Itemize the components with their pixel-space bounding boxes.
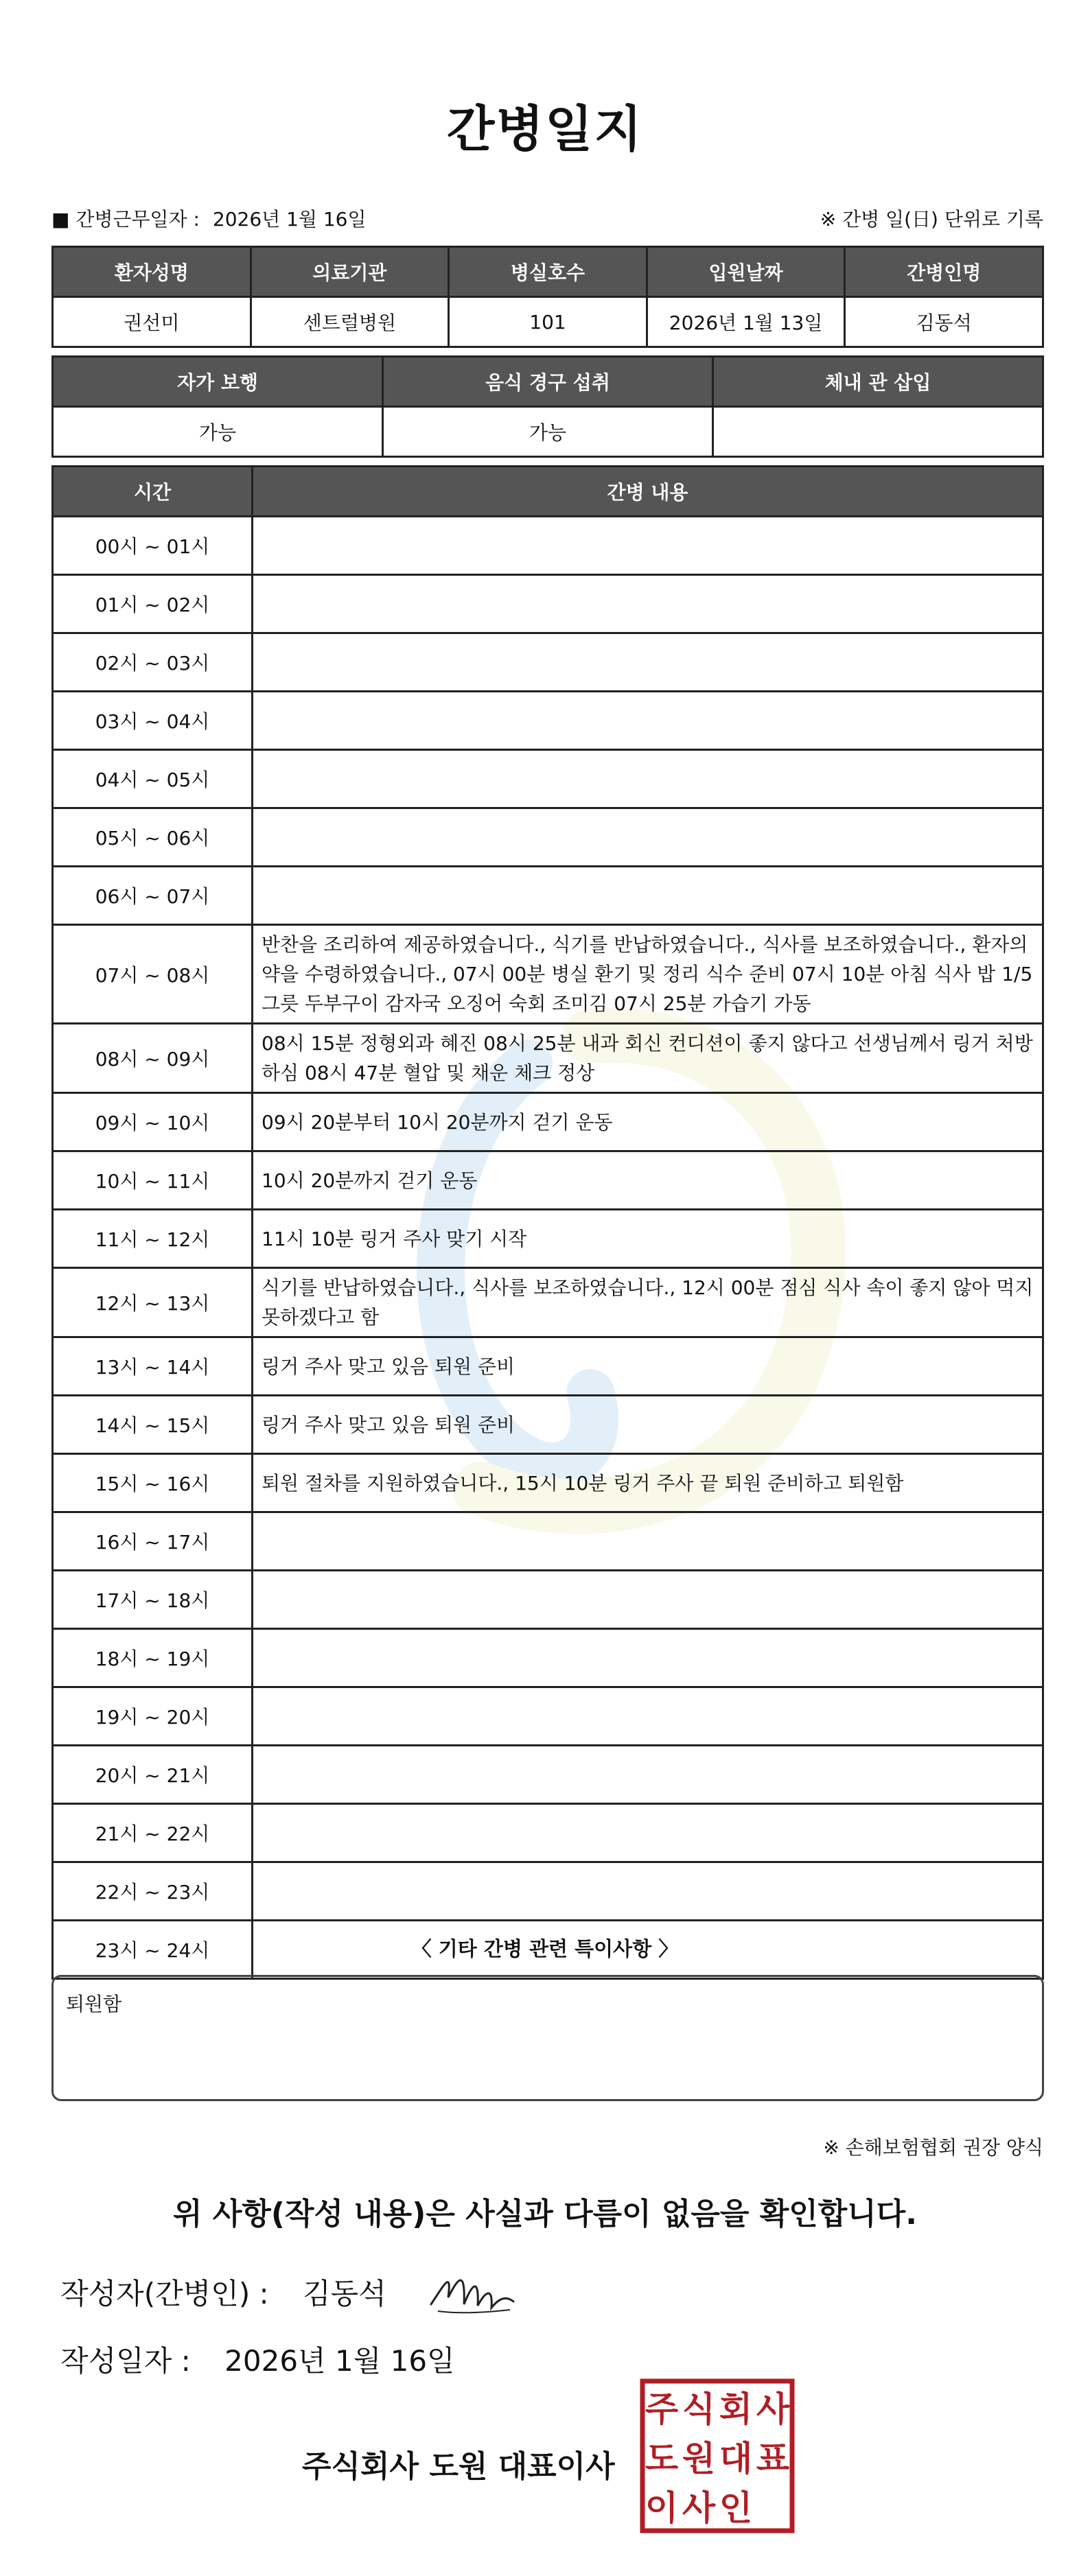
log-time: 22시 ~ 23시 [53, 1862, 253, 1921]
seal-char: 회 [719, 2389, 753, 2429]
log-time: 20시 ~ 21시 [53, 1746, 253, 1804]
log-note [253, 633, 1043, 692]
log-note: 10시 20분까지 걷기 운동 [253, 1151, 1043, 1210]
log-note [253, 1629, 1043, 1687]
patient-info-table [51, 246, 1044, 348]
log-note [253, 1687, 1043, 1746]
work-date-value: 2026년 1월 16일 [212, 208, 367, 231]
table-row [53, 1804, 1043, 1862]
table-row [53, 1454, 1043, 1512]
log-note: 퇴원 절차를 지원하였습니다., 15시 10분 링거 주사 끝 퇴원 준비하고 퇴원함 [253, 1454, 1043, 1512]
log-time: 02시 ~ 03시 [53, 633, 253, 692]
company-seal-stamp [640, 2378, 795, 2533]
table-row [53, 867, 1043, 925]
log-note: 11시 10분 링거 주사 맞기 시작 [253, 1210, 1043, 1268]
admission-date: 2026년 1월 13일 [647, 297, 845, 347]
log-note: 식기를 반납하였습니다., 식사를 보조하였습니다., 12시 00분 점심 식사 속이 좋지 않아 먹지 못하겠다고 함 [253, 1268, 1043, 1337]
table-row [53, 575, 1043, 633]
patient-name: 권선미 [53, 297, 251, 347]
care-log-body [53, 517, 1043, 1979]
table-row [53, 1512, 1043, 1571]
handwritten-signature [424, 2256, 520, 2325]
write-date-line [60, 2339, 455, 2380]
writer-name: 김동석 [303, 2277, 386, 2310]
write-date-label: 작성일자 : [60, 2344, 191, 2378]
log-note: 08시 15분 정형외과 혜진 08시 25분 내과 회신 컨디션이 좋지 않다고 선생님께서 링거 처방하심 08시 47분 혈압 및 채운 체크 정상 [253, 1024, 1043, 1093]
seal-char: 이 [645, 2488, 679, 2528]
seal-char: 도 [645, 2439, 679, 2479]
log-time: 18시 ~ 19시 [53, 1629, 253, 1687]
header-tube: 체내 관 삽입 [713, 357, 1043, 407]
log-time: 01시 ~ 02시 [53, 575, 253, 633]
confirmation-statement: 위 사항(작성 내용)은 사실과 다름이 없음을 확인합니다. [173, 2197, 917, 2232]
work-date-line [51, 204, 367, 232]
header-time: 시간 [53, 467, 253, 517]
log-time: 04시 ~ 05시 [53, 750, 253, 808]
writer-line [60, 2271, 386, 2312]
log-note [253, 1804, 1043, 1862]
header-content: 간병 내용 [253, 467, 1043, 517]
seal-char: 인 [719, 2488, 753, 2528]
oral-intake-value: 가능 [383, 407, 713, 457]
tube-value [713, 407, 1043, 457]
table-row [53, 1024, 1043, 1093]
header-admission-date: 입원날짜 [647, 247, 845, 297]
header-room: 병실호수 [449, 247, 647, 297]
table-row [53, 1862, 1043, 1921]
header-hospital: 의료기관 [251, 247, 449, 297]
header-caregiver: 간병인명 [845, 247, 1043, 297]
unit-note: ※ 간병 일(日) 단위로 기록 [820, 208, 1043, 231]
log-note [253, 1512, 1043, 1571]
table-row [53, 633, 1043, 692]
log-time: 13시 ~ 14시 [53, 1337, 253, 1396]
header-patient-name: 환자성명 [53, 247, 251, 297]
log-note [253, 575, 1043, 633]
log-note [253, 517, 1043, 575]
table-row [53, 1746, 1043, 1804]
log-time: 15시 ~ 16시 [53, 1454, 253, 1512]
log-time: 06시 ~ 07시 [53, 867, 253, 925]
log-note [253, 692, 1043, 750]
table-row [53, 517, 1043, 575]
log-note: 링거 주사 맞고 있음 퇴원 준비 [253, 1396, 1043, 1454]
log-note [253, 808, 1043, 867]
log-note: 09시 20분부터 10시 20분까지 걷기 운동 [253, 1093, 1043, 1151]
table-row [53, 1151, 1043, 1210]
log-time: 23시 ~ 24시 [53, 1921, 253, 1979]
log-time: 21시 ~ 22시 [53, 1804, 253, 1862]
table-row [53, 1093, 1043, 1151]
table-row [53, 1687, 1043, 1746]
log-note [253, 867, 1043, 925]
log-time: 19시 ~ 20시 [53, 1687, 253, 1746]
hospital-name: 센트럴병원 [251, 297, 449, 347]
log-note [253, 1746, 1043, 1804]
log-note [253, 750, 1043, 808]
seal-char: 식 [682, 2389, 716, 2429]
log-note [253, 1862, 1043, 1921]
log-time: 07시 ~ 08시 [53, 925, 253, 1024]
seal-char: 표 [756, 2439, 790, 2479]
writer-label: 작성자(간병인) : [60, 2277, 269, 2310]
table-row [53, 1210, 1043, 1268]
log-time: 09시 ~ 10시 [53, 1093, 253, 1151]
caregiver-name: 김동석 [845, 297, 1043, 347]
room-number: 101 [449, 297, 647, 347]
seal-char: 대 [719, 2439, 753, 2479]
log-time: 10시 ~ 11시 [53, 1151, 253, 1210]
header-walking: 자가 보행 [53, 357, 383, 407]
work-date-label: ■ 간병근무일자 : [51, 208, 200, 231]
patient-status-table [51, 355, 1044, 458]
seal-char: 원 [682, 2439, 716, 2479]
log-time: 03시 ~ 04시 [53, 692, 253, 750]
seal-char: 주 [645, 2389, 679, 2429]
log-note: 링거 주사 맞고 있음 퇴원 준비 [253, 1337, 1043, 1396]
table-row [53, 1629, 1043, 1687]
table-row [53, 808, 1043, 867]
log-note [253, 1571, 1043, 1629]
table-row [53, 1571, 1043, 1629]
page-title: 간병일지 [446, 100, 644, 158]
table-row [53, 1268, 1043, 1337]
table-row [53, 692, 1043, 750]
walking-value: 가능 [53, 407, 383, 457]
table-row [53, 925, 1043, 1024]
log-time: 08시 ~ 09시 [53, 1024, 253, 1093]
log-time: 16시 ~ 17시 [53, 1512, 253, 1571]
log-time: 00시 ~ 01시 [53, 517, 253, 575]
seal-char: 사 [682, 2488, 716, 2528]
log-time: 11시 ~ 12시 [53, 1210, 253, 1268]
log-note: 반찬을 조리하여 제공하였습니다., 식기를 반납하였습니다., 식사를 보조하였습니다., 환자의 약을 수령하였습니다., 07시 00분 병실 환기 및 정리 식수 준비 07시 10분 아침 식사 밥 1/5 그릇 두부구이 감자국 오징어 숙회 조미김 07시 25분 가습기 가동 [253, 925, 1043, 1024]
write-date-value: 2026년 1월 16일 [224, 2344, 455, 2378]
source-note: ※ 손해보험협회 권장 양식 [823, 2136, 1043, 2159]
other-notes-box: 퇴원함 [51, 1975, 1044, 2101]
company-representative: 주식회사 도원 대표이사 [302, 2449, 615, 2484]
other-notes-title: 〈 기타 간병 관련 특이사항 〉 [411, 1937, 679, 1960]
header-oral-intake: 음식 경구 섭취 [383, 357, 713, 407]
table-row [53, 750, 1043, 808]
table-row [53, 1337, 1043, 1396]
care-log-table [51, 465, 1044, 1980]
log-time: 17시 ~ 18시 [53, 1571, 253, 1629]
seal-char: 사 [756, 2389, 790, 2429]
log-time: 14시 ~ 15시 [53, 1396, 253, 1454]
table-row [53, 1396, 1043, 1454]
log-time: 05시 ~ 06시 [53, 808, 253, 867]
log-time: 12시 ~ 13시 [53, 1268, 253, 1337]
